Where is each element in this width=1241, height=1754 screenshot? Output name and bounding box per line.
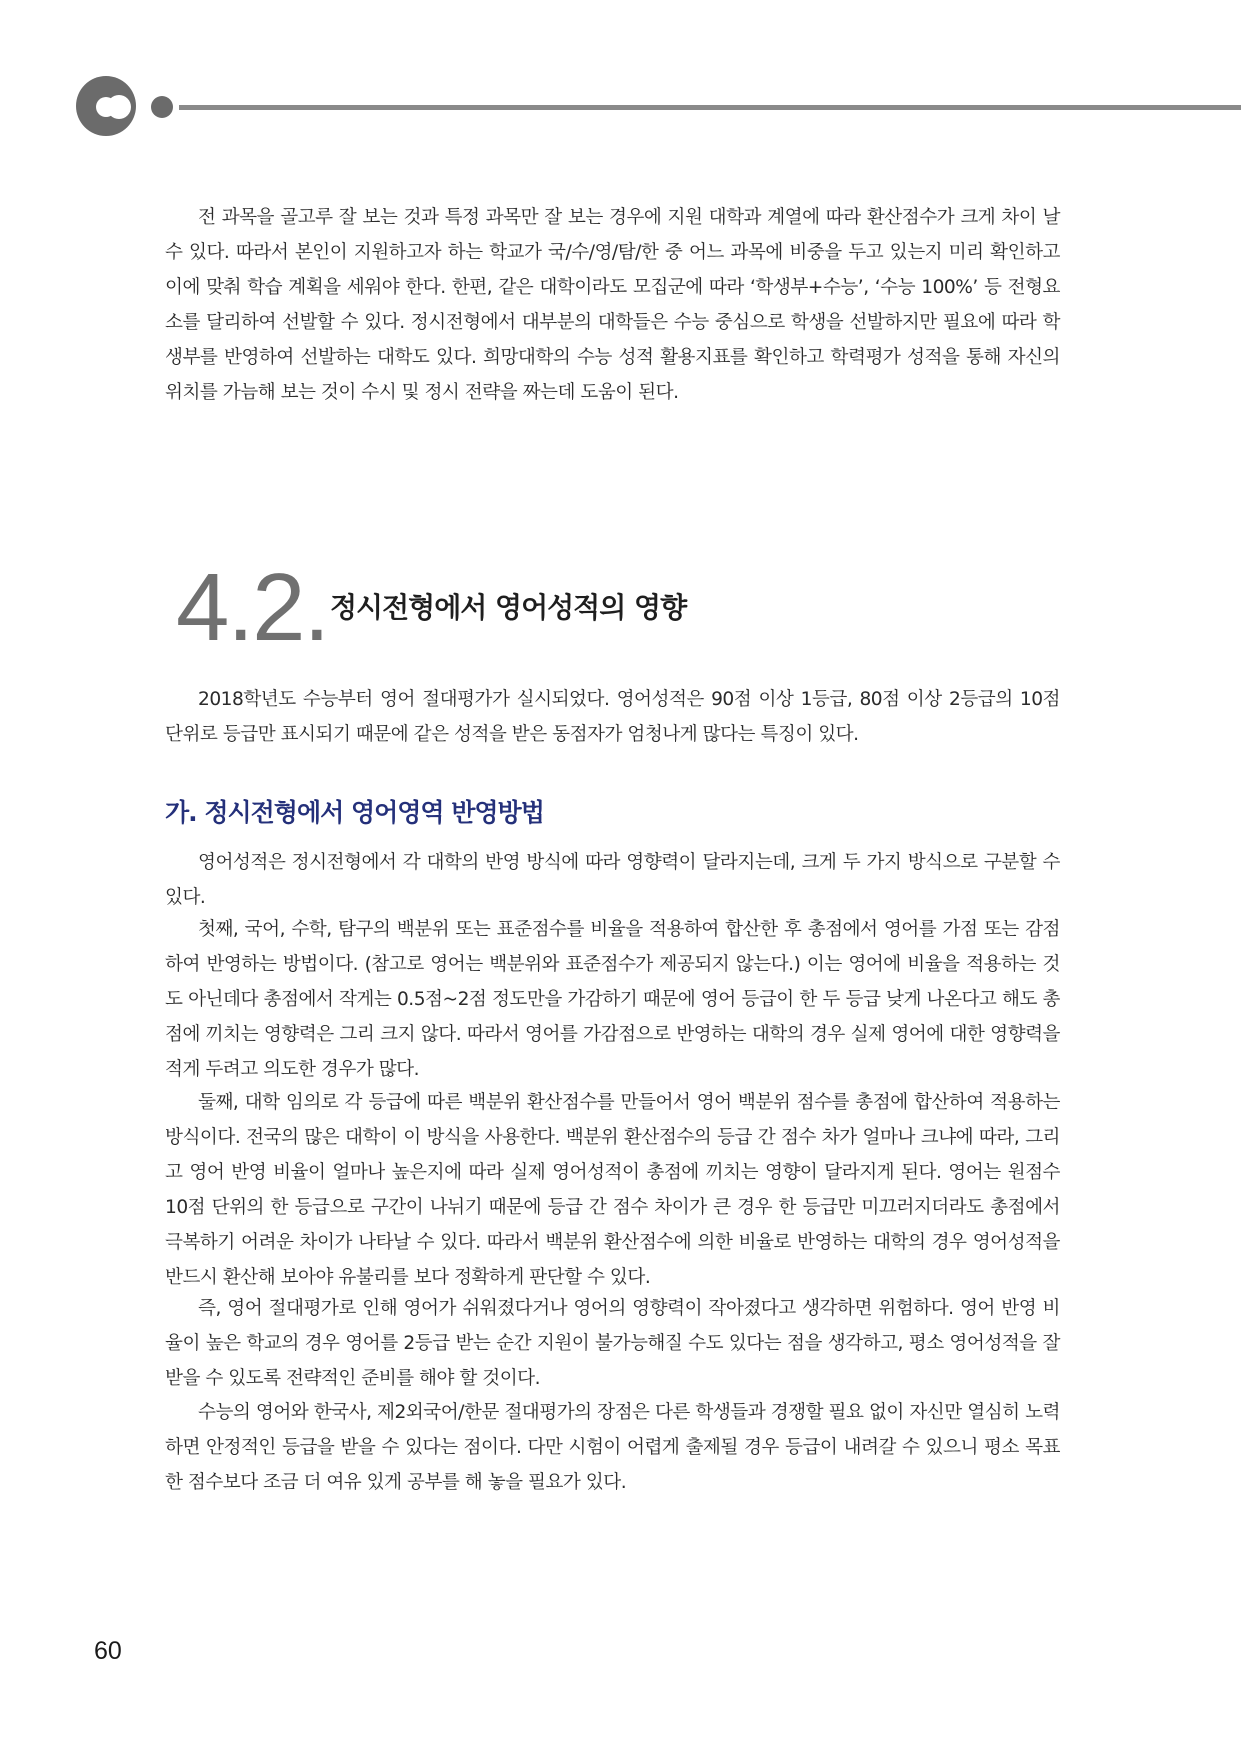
header-circle-small — [151, 96, 173, 118]
body-paragraph: 수능의 영어와 한국사, 제2외국어/한문 절대평가의 장점은 다른 학생들과 경쟁할 필요 없이 자신만 열심히 노력하면 안정적인 등급을 받을 수 있다는 점이다. 다만 시험이 어렵게 출제될 경우 등급이 내려갈 수 있으니 평소 목표한 점수보다 조금 더 여유 있게 공부를 해 놓을 필요가 있다. — [165, 1402, 1060, 1493]
header-circle-cutout-right — [107, 95, 131, 119]
section-number: 4.2. — [176, 554, 329, 661]
subsection-heading: 가. 정시전형에서 영어영역 반영방법 — [165, 798, 544, 827]
body-paragraph: 첫째, 국어, 수학, 탐구의 백분위 또는 표준점수를 비율을 적용하여 합산한 후 총점에서 영어를 가점 또는 감점하여 반영하는 방법이다. (참고로 영어는 백분위와 표준점수가 제공되지 않는다.) 이는 영어에 비율을 적용하는 것도 아닌데다 총점에서 작게는 0.5점~2점 정도만을 가감하기 때문에 영어 등급이 한 두 등급 낮게 나온다고 해도 총점에 끼치는 영향력은 그리 크지 않다. 따라서 영어를 가감점으로 반영하는 대학의 경우 실제 영어에 대한 영향력을 적게 두려고 의도한 경우가 많다. — [165, 919, 1060, 1080]
section-title: 정시전형에서 영어성적의 영향 — [330, 591, 687, 624]
section-intro-paragraph: 2018학년도 수능부터 영어 절대평가가 실시되었다. 영어성적은 90점 이상 1등급, 80점 이상 2등급의 10점 단위로 등급만 표시되기 때문에 같은 성적을 받은 동점자가 엄청나게 많다는 특징이 있다. — [165, 689, 1060, 745]
body-paragraph: 둘째, 대학 임의로 각 등급에 따른 백분위 환산점수를 만들어서 영어 백분위 점수를 총점에 합산하여 적용하는 방식이다. 전국의 많은 대학이 이 방식을 사용한다. 백분위 환산점수의 등급 간 점수 차가 얼마나 크냐에 따라, 그리고 영어 반영 비율이 얼마나 높은지에 따라 실제 영어성적이 총점에 끼치는 영향이 달라지게 된다. 영어는 원점수 10점 단위의 한 등급으로 구간이 나뉘기 때문에 등급 간 점수 차이가 큰 경우 한 등급만 미끄러지더라도 총점에서 극복하기 어려운 차이가 나타날 수 있다. 따라서 백분위 환산점수에 의한 비율로 반영하는 대학의 경우 영어성적을 반드시 환산해 보아야 유불리를 보다 정확하게 판단할 수 있다. — [165, 1092, 1060, 1288]
page-number: 60 — [94, 1637, 122, 1665]
header-decoration — [76, 76, 1241, 136]
intro-paragraph: 전 과목을 골고루 잘 보는 것과 특정 과목만 잘 보는 경우에 지원 대학과 계열에 따라 환산점수가 크게 차이 날 수 있다. 따라서 본인이 지원하고자 하는 학교가 국/수/영/탐/한 중 어느 과목에 비중을 두고 있는지 미리 확인하고 이에 맞춰 학습 계획을 세워야 한다. 한편, 같은 대학이라도 모집군에 따라 ‘학생부+수능’, ‘수능 100%’ 등 전형요소를 달리하여 선발할 수 있다. 정시전형에서 대부분의 대학들은 수능 중심으로 학생을 선발하지만 필요에 따라 학생부를 반영하여 선발하는 대학도 있다. 희망대학의 수능 성적 활용지표를 확인하고 학력평가 성적을 통해 자신의 위치를 가늠해 보는 것이 수시 및 정시 전략을 짜는데 도움이 된다. — [165, 207, 1060, 403]
body-paragraph: 즉, 영어 절대평가로 인해 영어가 쉬워졌다거나 영어의 영향력이 작아졌다고 생각하면 위험하다. 영어 반영 비율이 높은 학교의 경우 영어를 2등급 받는 순간 지원이 불가능해질 수도 있다는 점을 생각하고, 평소 영어성적을 잘 받을 수 있도록 전략적인 준비를 해야 할 것이다. — [165, 1298, 1060, 1389]
header-rule — [179, 105, 1241, 110]
body-paragraph: 영어성적은 정시전형에서 각 대학의 반영 방식에 따라 영향력이 달라지는데, 크게 두 가지 방식으로 구분할 수 있다. — [165, 852, 1060, 908]
